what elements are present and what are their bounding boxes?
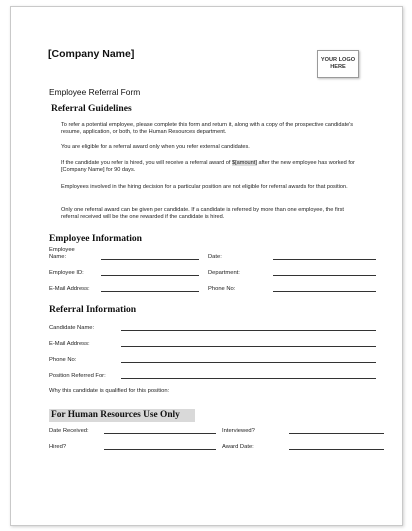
guideline-p3-before: If the candidate you refer is hired, you will receive a referral award of xyxy=(61,160,233,166)
award-date-label: Award Date: xyxy=(222,444,254,450)
qualification-reason-label: Why this candidate is qualified for this position: xyxy=(49,388,170,394)
logo-placeholder xyxy=(317,50,359,78)
guideline-paragraph-5: Only one referral award can be given per candidate. If a candidate is referred by more than one employee, the first referral received will be the one rewarded if the candidate is hired. xyxy=(61,207,344,221)
candidate-phone-label: Phone No: xyxy=(49,357,77,363)
guideline-paragraph-4: Employees involved in the hiring decision for a particular position are not eligible for referral awards for that position. xyxy=(61,184,348,190)
award-date-field[interactable] xyxy=(289,449,384,450)
employee-name-field[interactable] xyxy=(101,259,199,260)
company-name: [Company Name] xyxy=(48,48,135,60)
form-title: Employee Referral Form xyxy=(49,87,141,97)
employee-id-label: Employee ID: xyxy=(49,270,84,276)
referral-information-heading: Referral Information xyxy=(49,304,137,315)
candidate-phone-field[interactable] xyxy=(121,362,376,363)
employee-name-label-line2: Name: xyxy=(49,254,67,260)
logo-text-line1: YOUR LOGO xyxy=(320,57,356,63)
guideline-p3-after: after the new employee has worked for [Company Name] for 90 days. xyxy=(61,160,355,174)
referral-guidelines-heading: Referral Guidelines xyxy=(51,103,132,114)
date-received-label: Date Received: xyxy=(49,428,89,434)
interviewed-label: Interviewed? xyxy=(222,428,255,434)
hr-use-only-heading: For Human Resources Use Only xyxy=(51,410,180,420)
guideline-paragraph-2: You are eligible for a referral award only when you refer external candidates. xyxy=(61,144,250,150)
employee-phone-label: Phone No: xyxy=(208,286,236,292)
candidate-name-field[interactable] xyxy=(121,330,376,331)
position-referred-field[interactable] xyxy=(121,378,376,379)
candidate-email-field[interactable] xyxy=(121,346,376,347)
employee-email-label: E-Mail Address: xyxy=(49,286,90,292)
employee-name-label xyxy=(49,247,75,261)
department-label: Department: xyxy=(208,270,240,276)
form-page xyxy=(10,6,403,526)
interviewed-field[interactable] xyxy=(289,433,384,434)
department-field[interactable] xyxy=(273,275,376,276)
amount-placeholder[interactable]: $[amount] xyxy=(232,160,257,166)
candidate-name-label: Candidate Name: xyxy=(49,325,95,331)
guideline-paragraph-3 xyxy=(61,160,361,175)
position-referred-label: Position Referred For: xyxy=(49,373,106,379)
hired-label: Hired? xyxy=(49,444,67,450)
employee-email-field[interactable] xyxy=(101,291,199,292)
logo-text-line2: HERE xyxy=(330,64,346,70)
employee-phone-field[interactable] xyxy=(273,291,376,292)
employee-information-heading: Employee Information xyxy=(49,233,143,244)
hired-field[interactable] xyxy=(104,449,216,450)
date-received-field[interactable] xyxy=(104,433,216,434)
employee-name-label-line1: Employee xyxy=(49,247,75,253)
employee-id-field[interactable] xyxy=(101,275,199,276)
date-field[interactable] xyxy=(273,259,376,260)
date-label: Date: xyxy=(208,254,222,260)
guideline-paragraph-1: To refer a potential employee, please complete this form and return it, along with a copy of the prospective candidate's resume, application, or both, to the Human Resources department. xyxy=(61,122,354,136)
candidate-email-label: E-Mail Address: xyxy=(49,341,90,347)
